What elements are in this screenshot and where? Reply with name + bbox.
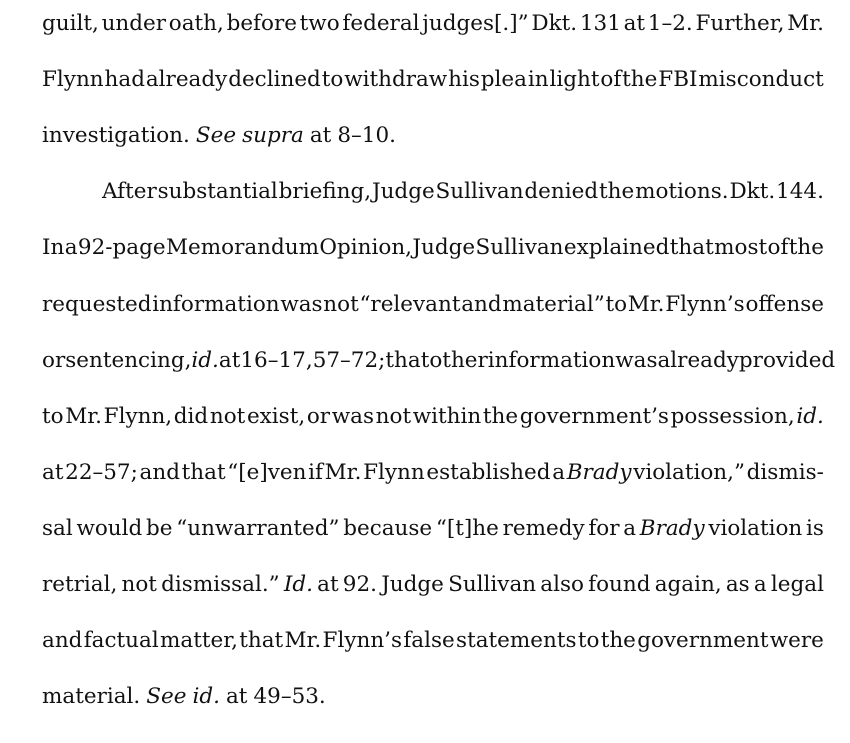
word: 8–10. <box>337 123 396 149</box>
italic-word: Id. <box>283 572 313 597</box>
word: After <box>102 179 157 205</box>
word: Dkt. <box>729 179 776 205</box>
word: Dkt. <box>531 11 578 36</box>
word: exist, <box>246 403 306 429</box>
text-line <box>42 682 824 712</box>
word: the <box>598 179 635 205</box>
word: 57–72; <box>312 347 386 373</box>
word: motions. <box>635 179 729 205</box>
word: Memorandum <box>166 235 320 261</box>
italic-word: See <box>146 684 187 710</box>
text-line <box>42 9 824 39</box>
word: guilt, <box>42 11 99 36</box>
word: at <box>218 347 241 373</box>
word: again, <box>654 572 722 597</box>
word: that <box>385 347 430 373</box>
word: material” <box>502 291 605 317</box>
word: Flynn’s <box>322 628 403 654</box>
word: Mr. <box>324 459 362 485</box>
text-line <box>42 458 824 488</box>
word: government <box>637 628 769 654</box>
word: requested <box>42 291 152 317</box>
word: for <box>588 515 620 541</box>
word: Judge <box>371 179 435 205</box>
word: of <box>600 67 622 93</box>
word: sal <box>42 515 73 541</box>
word: of <box>767 235 789 261</box>
word: under <box>101 11 167 36</box>
word: government’s <box>519 403 669 429</box>
word: at <box>309 123 332 149</box>
word: Opinion, <box>319 235 413 261</box>
word: and <box>461 291 502 317</box>
word: dismis- <box>746 459 824 485</box>
word: Sullivan <box>475 235 564 261</box>
word: found <box>588 572 651 597</box>
word: that <box>181 459 226 485</box>
word: oath, <box>168 11 224 36</box>
word: Further, <box>695 11 785 36</box>
word: explained <box>563 235 670 261</box>
word: the <box>788 235 824 261</box>
word: at <box>42 459 64 485</box>
word: the <box>622 67 658 93</box>
word: was <box>280 291 323 317</box>
word: to <box>321 67 344 93</box>
word: misconduct <box>698 67 824 93</box>
word: and <box>42 628 83 654</box>
word: Flynn, <box>103 403 173 429</box>
word: Judge <box>412 235 476 261</box>
word: matter, <box>160 628 238 654</box>
text-line <box>42 402 824 432</box>
word: to <box>577 628 600 654</box>
text-line <box>42 626 824 656</box>
word: dismissal.” <box>161 572 280 597</box>
word: that <box>669 235 714 261</box>
word: 92. <box>342 572 377 597</box>
word: remedy <box>502 515 585 541</box>
word: not <box>323 291 359 317</box>
word: sentencing, <box>65 347 192 373</box>
italic-word: supra <box>242 123 304 149</box>
word: would <box>76 515 143 541</box>
word: Flynn <box>42 67 104 93</box>
word: most <box>714 235 768 261</box>
word: provided <box>738 347 836 373</box>
word: to <box>42 403 64 429</box>
word: violation <box>708 515 803 541</box>
word: not <box>209 403 246 429</box>
word: other <box>429 347 488 373</box>
text-line <box>102 177 824 207</box>
word: 49–53. <box>253 684 326 710</box>
word: factual <box>83 628 159 654</box>
word: a <box>753 572 767 597</box>
word: because <box>343 515 433 541</box>
word: information <box>152 291 280 317</box>
word: as <box>725 572 750 597</box>
word: Mr. <box>65 403 103 429</box>
word: to <box>605 291 628 317</box>
word: Judge <box>381 572 444 597</box>
word: that <box>239 628 284 654</box>
word: light <box>549 67 600 93</box>
word: declined <box>228 67 321 93</box>
italic-word: id. <box>796 403 824 429</box>
text-line <box>42 233 824 263</box>
word: 1–2. <box>647 11 693 36</box>
word: were <box>769 628 824 654</box>
word: material. <box>42 684 141 710</box>
word: the <box>482 403 519 429</box>
word: Sullivan <box>448 572 537 597</box>
word: already <box>145 67 228 93</box>
word: at <box>225 684 248 710</box>
word: Mr. <box>284 628 322 654</box>
word: before <box>226 11 297 36</box>
word: withdraw <box>344 67 448 93</box>
text-line <box>42 290 824 320</box>
word: plea <box>480 67 527 93</box>
word: his <box>448 67 480 93</box>
word: 16–17, <box>240 347 313 373</box>
text-line <box>42 346 836 376</box>
word: a <box>64 235 78 261</box>
word: did <box>173 403 209 429</box>
word: or <box>306 403 331 429</box>
word: Mr. <box>627 291 665 317</box>
word: not <box>121 572 157 597</box>
word: 92-page <box>77 235 166 261</box>
word: violation,” <box>633 459 745 485</box>
word: and <box>139 459 180 485</box>
text-line <box>42 121 824 151</box>
word: Flynn <box>363 459 425 485</box>
word: was <box>615 347 658 373</box>
italic-word: id. <box>192 684 220 710</box>
word: “[t]he <box>435 515 499 541</box>
word: the <box>600 628 636 654</box>
word: established <box>426 459 551 485</box>
word: briefing, <box>278 179 372 205</box>
italic-word: Brady <box>566 459 632 485</box>
word: FBI <box>658 67 698 93</box>
word: a <box>623 515 637 541</box>
word: already <box>657 347 739 373</box>
word: 144. <box>776 179 824 205</box>
word: not <box>375 403 412 429</box>
word: substantial <box>157 179 278 205</box>
word: or <box>42 347 66 373</box>
word: at <box>317 572 339 597</box>
word: two <box>299 11 340 36</box>
word: “[e]ven <box>227 459 307 485</box>
text-line <box>42 65 824 95</box>
word: “unwarranted” <box>176 515 340 541</box>
word: retrial, <box>42 572 118 597</box>
word: judges[.]” <box>422 11 529 36</box>
word: information <box>487 347 616 373</box>
word: had <box>104 67 145 93</box>
word: Flynn’s <box>665 291 745 317</box>
word: was <box>331 403 374 429</box>
word: be <box>146 515 173 541</box>
text-line <box>42 570 824 600</box>
italic-word: Brady <box>639 515 705 541</box>
word: if <box>308 459 323 485</box>
word: denied <box>524 179 599 205</box>
word: within <box>412 403 482 429</box>
word: offense <box>745 291 824 317</box>
word: false <box>403 628 455 654</box>
word: 22–57; <box>65 459 138 485</box>
word: 131 <box>579 11 621 36</box>
word: a <box>552 459 566 485</box>
italic-word: id. <box>191 347 219 373</box>
word: federal <box>342 11 420 36</box>
word: is <box>806 515 824 541</box>
word: Mr. <box>787 11 824 36</box>
word: investigation. <box>42 123 190 149</box>
word: “relevant <box>359 291 461 317</box>
word: Sullivan <box>435 179 524 205</box>
word: possession, <box>670 403 795 429</box>
word: in <box>527 67 549 93</box>
word: also <box>540 572 584 597</box>
word: at <box>623 11 646 36</box>
text-line <box>42 514 824 544</box>
word: statements <box>456 628 577 654</box>
italic-word: See <box>195 123 237 149</box>
word: legal <box>770 572 824 597</box>
word: In <box>42 235 65 261</box>
